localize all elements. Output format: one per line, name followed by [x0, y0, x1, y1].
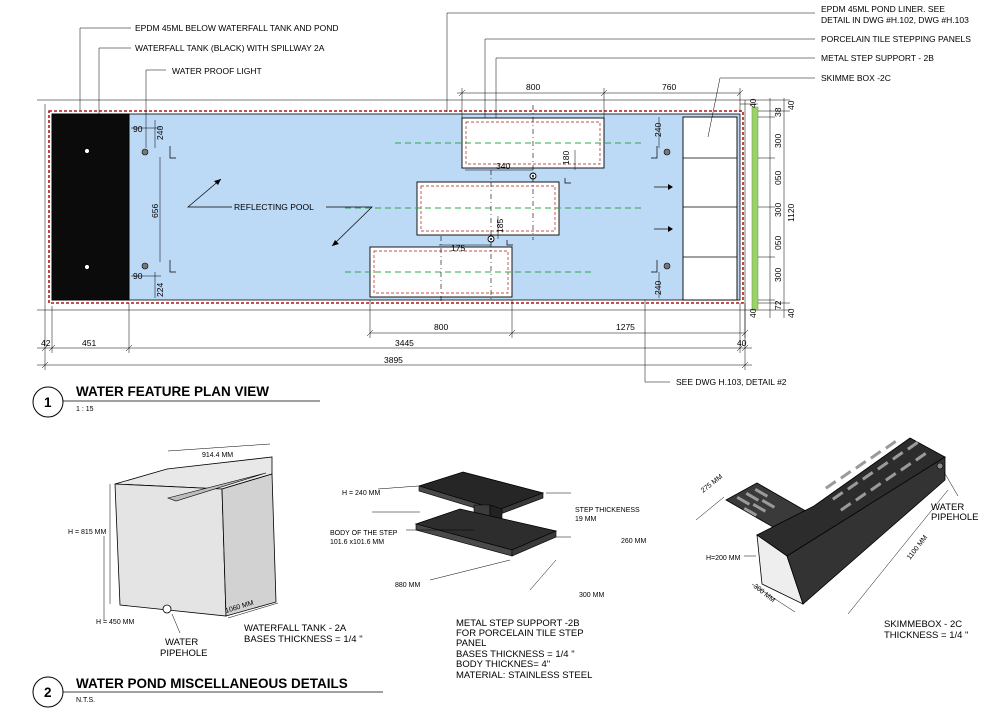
tank-h450-dim: H = 450 MM — [96, 619, 135, 626]
svg-text:1: 1 — [44, 395, 52, 410]
tank-height-dim: H = 815 MM — [68, 529, 107, 536]
dim-451: 451 — [82, 338, 97, 348]
callout-skimmer: SKIMME BOX -2C — [821, 73, 891, 83]
step-support-detail — [330, 472, 646, 681]
step-note-1: METAL STEP SUPPORT -2B — [456, 618, 580, 629]
step-note-2: FOR PORCELAIN TILE STEP — [456, 628, 584, 639]
tank-pipehole-1: WATER — [165, 637, 199, 648]
callout-water-proof-light: WATER PROOF LIGHT — [172, 66, 262, 76]
dim-r-050-a: 050 — [773, 170, 783, 185]
planting-strip — [752, 107, 758, 310]
title-misc-details: WATER POND MISCELLANEOUS DETAILS — [76, 676, 348, 691]
skim-300-dim: 300 MM — [751, 583, 777, 605]
callout-step-support: METAL STEP SUPPORT - 2B — [821, 53, 934, 63]
tank-outlet-icon — [85, 149, 90, 154]
callout-pond-liner-1: EPDM 45ML POND LINER. SEE — [821, 4, 945, 14]
waterfall-tank — [52, 114, 129, 300]
title-plan-view: WATER FEATURE PLAN VIEW — [76, 384, 269, 399]
pipehole-icon — [163, 605, 171, 613]
skim-1100-dim: 1100 MM — [906, 534, 930, 562]
tank-top-dim: 914.4 MM — [202, 452, 234, 459]
dim-224: 224 — [155, 282, 165, 297]
stepping-panel — [417, 182, 559, 235]
step-body-1: BODY OF THE STEP — [330, 530, 398, 537]
dim-760-top: 760 — [662, 82, 677, 92]
skim-275-dim: 275 MM — [699, 473, 725, 495]
dim-r-40-c: 40 — [786, 100, 796, 110]
title-block-1 — [33, 384, 320, 417]
scale-plan-view: 1 : 15 — [76, 406, 94, 413]
tank-note-2: BASES THICKNESS = 1/4 " — [244, 634, 363, 645]
dim-240-tl: 240 — [155, 125, 165, 140]
scale-misc-details: N.T.S. — [76, 697, 96, 704]
callout-stepping-panels: PORCELAIN TILE STEPPING PANELS — [821, 34, 971, 44]
skimmer-box-detail — [696, 438, 979, 641]
step-note-3: PANEL — [456, 638, 487, 649]
callout-pond-liner-2: DETAIL IN DWG #H.102, DWG #H.103 — [821, 15, 969, 25]
dim-r-38: 38 — [773, 107, 783, 117]
dim-90-top: 90 — [133, 124, 143, 134]
skim-height-dim: H=200 MM — [706, 555, 741, 562]
dim-1275: 1275 — [616, 322, 635, 332]
tank-note-1: WATERFALL TANK - 2A — [244, 623, 347, 634]
dim-240-br: 240 — [653, 280, 663, 295]
dim-340: 340 — [496, 161, 511, 171]
dim-175: 175 — [451, 243, 466, 253]
step-note-5: BODY THICKNES= 4" — [456, 659, 551, 670]
skimmer-box — [683, 117, 737, 300]
step-body-2: 101.6 x101.6 MM — [330, 539, 385, 546]
skim-note-1: SKIMMEBOX - 2C — [884, 619, 963, 630]
step-880-dim: 880 MM — [395, 582, 421, 589]
dim-r-40-a: 40 — [748, 98, 758, 108]
step-thk-2: 19 MM — [575, 516, 597, 523]
tank-outlet-icon — [85, 265, 90, 270]
dim-90-bot: 90 — [133, 271, 143, 281]
dim-r-050-b: 050 — [773, 235, 783, 250]
dim-r-300-c: 300 — [773, 267, 783, 282]
dim-800-bottom: 800 — [434, 322, 449, 332]
plan-view — [37, 4, 971, 387]
skim-pipehole-1: WATER — [931, 502, 965, 513]
step-note-4: BASES THICKNESS = 1/4 " — [456, 649, 575, 660]
pipehole-icon — [937, 463, 943, 469]
title-block-2 — [33, 676, 383, 707]
callout-liner-below: EPDM 45ML BELOW WATERFALL TANK AND POND — [135, 23, 339, 33]
svg-text:2: 2 — [44, 685, 52, 700]
dim-3895: 3895 — [384, 355, 403, 365]
dim-r-40-d: 40 — [748, 308, 758, 318]
dim-r-72: 72 — [773, 300, 783, 310]
dim-800-top: 800 — [526, 82, 541, 92]
dim-180: 180 — [561, 150, 571, 165]
step-260-dim: 260 MM — [621, 538, 647, 545]
skim-note-2: THICKNESS = 1/4 " — [884, 630, 969, 641]
dim-185: 185 — [495, 218, 505, 233]
tank-pipehole-2: PIPEHOLE — [160, 648, 208, 659]
callout-waterfall-tank: WATERFALL TANK (BLACK) WITH SPILLWAY 2A — [135, 43, 325, 53]
skim-pipehole-2: PIPEHOLE — [931, 512, 979, 523]
dim-r-300-a: 300 — [773, 133, 783, 148]
step-thk-1: STEP THICKENESS — [575, 507, 640, 514]
waterfall-tank-detail — [68, 444, 363, 659]
dim-r-1120: 1120 — [786, 203, 796, 222]
tank-length-dim: 1060 MM — [224, 599, 255, 615]
dim-r-300-b: 300 — [773, 202, 783, 217]
callout-see-dwg: SEE DWG H.103, DETAIL #2 — [676, 377, 787, 387]
step-300-dim: 300 MM — [579, 592, 605, 599]
step-height-dim: H = 240 MM — [342, 490, 381, 497]
dim-656: 656 — [150, 203, 160, 218]
step-note-6: MATERIAL: STAINLESS STEEL — [456, 670, 593, 681]
dim-r-40-b: 40 — [786, 308, 796, 318]
reflecting-pool-label: REFLECTING POOL — [234, 202, 314, 212]
dim-40-bottom: 40 — [737, 338, 747, 348]
dim-42: 42 — [41, 338, 51, 348]
dim-240-tr: 240 — [653, 122, 663, 137]
dim-3445: 3445 — [395, 338, 414, 348]
